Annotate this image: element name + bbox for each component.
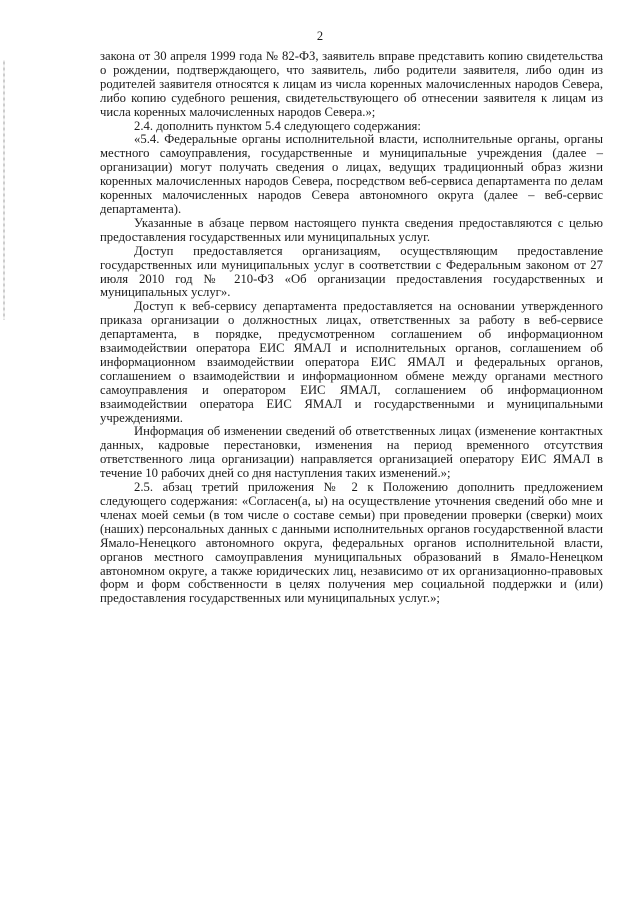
document-body (100, 50, 603, 606)
paragraph: Доступ к веб-сервису департамента предоставляется на основании утвержденного приказа организации о должностных лицах, ответственных за работу в веб-сервисе департамента, в порядке, предусмотренном соглашением об информационном взаимодействии оператора ЕИС ЯМАЛ и исполнительных органов, соглашением об информационном взаимодействии оператора ЕИС ЯМАЛ и федеральных органов, соглашением о взаимодействии и информационном обмене между органами местного самоуправления и оператором ЕИС ЯМАЛ, соглашением об информационном взаимодействии оператора ЕИС ЯМАЛ и государственными и муниципальными учреждениями. (100, 299, 603, 425)
scan-edge-artifact (3, 60, 5, 320)
paragraph: «5.4. Федеральные органы исполнительной власти, исполнительные органы, органы местного самоуправления, государственные и муниципальные учреждения (далее – организации) могут получать сведения о лицах, ведущих традиционный образ жизни коренных малочисленных народов Севера, посредством веб-сервиса департамента по делам коренных малочисленных народов Севера автономного округа (далее – веб-сервис департамента). (100, 132, 603, 216)
paragraph: 2.5. абзац третий приложения № 2 к Положению дополнить предложением следующего содержания: «Согласен(а, ы) на осуществление уточнения сведений обо мне и членах моей семьи (в том числе о составе семьи) при проведении проверки (сверки) моих (наших) персональных данных с данными исполнительных органов государственной власти Ямало-Ненецкого автономного округа, федеральных органов исполнительной власти, органов местного самоуправления муниципальных образований в Ямало-Ненецком автономном округе, а также юридических лиц, независимо от их организационно-правовых форм и форм собственности в целях получения мер социальной поддержки и (или) предоставления государственных или муниципальных услуг.»; (100, 480, 603, 606)
paragraph: Доступ предоставляется организациям, осуществляющим предоставление государственных или муниципальных услуг в соответствии с Федеральным законом от 27 июля 2010 год № 210-ФЗ «Об организации предоставления государственных и муниципальных услуг». (100, 243, 603, 300)
paragraph: 2.4. дополнить пунктом 5.4 следующего содержания: (134, 118, 421, 133)
paragraph: Указанные в абзаце первом настоящего пункта сведения предоставляются с целью предоставления государственных или муниципальных услуг. (100, 215, 603, 244)
paragraph: закона от 30 апреля 1999 года № 82-ФЗ, заявитель вправе представить копию свидетельства о рождении, подтверждающего, что заявитель, либо родители заявителя, либо один из родителей заявителя относятся к лицам из числа коренных малочисленных народов Севера, либо копию судебного решения, свидетельствующего об отнесении заявителя к лицам из числа коренных малочисленных народов Севера.»; (100, 49, 603, 119)
page-number: 2 (316, 29, 324, 43)
paragraph: Информация об изменении сведений об ответственных лицах (изменение контактных данных, кадровые перестановки, изменения на период временного отсутствия ответственного лица организации) направляется организацией оператору ЕИС ЯМАЛ в течение 10 рабочих дней со дня наступления таких изменений.»; (100, 424, 603, 481)
